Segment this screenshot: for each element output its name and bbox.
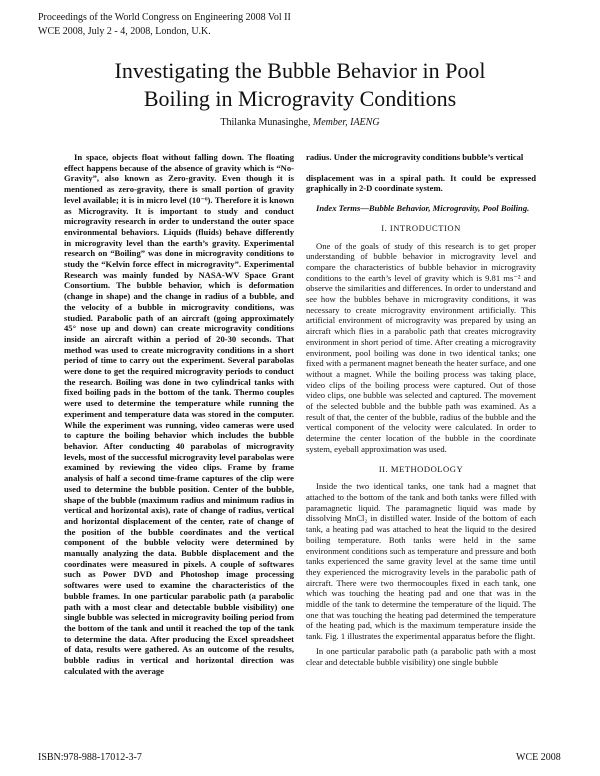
header-line-2: WCE 2008, July 2 - 4, 2008, London, U.K. bbox=[38, 26, 211, 37]
methodology-text: Inside the two identical tanks, one tank had a magnet that attached to the bottom of the tank and both tanks were filled with paramagnetic liquid. The paramagnetic liquid was made by dissolving MnCl₂ in distilled water. Inside of the bottom of each tank, a heating pad was attached to heat the liquid to the desired boiling temperature. Both tanks were held in the same environment conditions such as temperature and pressure and both tanks experienced the same gravity level at the same time until they experienced the microgravity levels in the parabolic path of aircraft. There were two thermocouples fixed in each tank, one which was touching the heating pad and one that was in the middle of the tank to determine the temperature of the liquid. The one that was touching the heating pad determined the temperature of the heating pad, which is the maximum temperature inside the tank. Fig. 1 illustrates the experimental apparatus before the flight. bbox=[306, 481, 536, 642]
author-role: Member, IAENG bbox=[312, 117, 380, 128]
abstract-continuation: radius. Under the microgravity conditions bubble’s vertical bbox=[306, 152, 524, 162]
author-name: Thilanka Munasinghe, bbox=[220, 117, 313, 128]
methodology-heading: II. METHODOLOGY bbox=[378, 463, 464, 474]
abstract-end: displacement was in a spiral path. It could be expressed graphically in 2-D coordinate system. bbox=[306, 172, 536, 194]
right-column bbox=[306, 152, 536, 667]
title-line-1: Investigating the Bubble Behavior in Pool bbox=[114, 58, 486, 83]
introduction-heading: I. INTRODUCTION bbox=[381, 222, 461, 233]
title-line-2: Boiling in Microgravity Conditions bbox=[143, 86, 457, 111]
proceedings-header bbox=[38, 11, 291, 39]
introduction-text: One of the goals of study of this research is to get proper understanding of bubble behavior in microgravity level and compare the characteristics of bubble behavior in microgravity conditions to the earth’s level of gravity which is 9.81 ms⁻² and observe the similarities and differences. In order to understand and see how the bubbles behave in microgravity conditions, it was necessary to create microgravity environment artificially. This artificial environment of microgravity was prepared by using an aircraft which flies in a parabolic path that creates microgravity environment in short period of time. After creating a microgravity environment, pool boiling was done in two identical tanks; one fixed with a permanent magnet beneath the heater surface, and one without a magnet. While the boiling process was taking place, video clips of the boiling process were captured. Out of those video clips, one bubble was selected and captured. The movement of the selected bubble and the bubble path was examined. As a result of that, the center of the bubble, radius of the bubble and the vertical component of the velocity were calculated. In order to determine the center location of the bubble in the coordinate system, eyeball approximation was used. bbox=[306, 240, 536, 454]
left-column bbox=[64, 152, 294, 676]
footer-isbn: ISBN:978-988-17012-3-7 bbox=[38, 752, 142, 763]
author-line bbox=[40, 117, 560, 128]
index-terms: Index Terms—Bubble Behavior, Microgravity, Pool Boiling. bbox=[316, 203, 530, 214]
footer-wce: WCE 2008 bbox=[516, 752, 561, 763]
paper-title bbox=[40, 57, 560, 113]
methodology-text-2: In one particular parabolic path (a parabolic path with a most clear and detectable bubble visibility) one single bubble bbox=[306, 645, 536, 667]
abstract-text: In space, objects float without falling down. The floating effect happens because of the absence of gravity which is “No-Gravity”, also known as Zero-gravity. Even though it is mentioned as zero-gravity, there is small portion of gravity level available; it is in micro level (10⁻⁶). Therefore it is known as Microgravity. It is important to study and conduct microgravity research in order to understand the outer space environmental behaviors. Liquids (fluids) behave differently in microgravity level than the earth’s gravity. Experimental research on “Boiling” was done in microgravity conditions to study the “Kelvin force effect in microgravity”. Experimental Research was mainly funded by NASA-WV Space Grant Consortium. The bubble behavior, which is deformation (change in shape) and the change in radius of a bubble, and the velocity of a bubble in microgravity conditions, was studied. Parabolic path of an aircraft (going approximately 45° nose up and down) can create microgravity conditions inside an aircraft within a period of 20-30 seconds. That method was used to create microgravity conditions in a short period of time to carry out the experiment. Several parabolas were done to get the required microgravity periods to conduct the research. Boiling was done in two cylindrical tanks with fixed boiling pads in the bottom of the tank. Thermo couples were used to determine the temperature while running the experiment and temperature data was stored in the computer. While the experiment was running, video cameras were used to capture the boiling behavior which includes the bubble behavior. After conducting 40 parabolas of microgravity levels, most of the successful microgravity level parabolas were examined by reviewing the video clips. Frame by frame analysis of half a second time-frame captures of the clip were used to determine the bubble position. Center of the bubble, shape of the bubble (maximum radius and minimum radius in vertical and horizontal axis), rate of change of radius, vertical and horizontal displacement of the center, rate of change of the position of the bubble coordinates and the vertical component of the bubble velocity were determined by manually analyzing the data. Bubble displacement and the coordinates were measured in pixels. A couple of softwares such as Power DVD and Photoshop image processing softwares were used to examine the characteristics of the bubble frames. In one particular parabolic path (a parabolic path with a most clear and detectable bubble visibility) one single bubble was selected in microgravity boiling period from the bottom of the tank and until it reached the top of the tank to determine the data. After producing the Excel spreadsheet of data, results were gathered. As an outcome of the results, bubble radius in vertical and horizontal direction was calculated with the average bbox=[64, 152, 294, 676]
header-line-1: Proceedings of the World Congress on Engineering 2008 Vol II bbox=[38, 12, 291, 23]
